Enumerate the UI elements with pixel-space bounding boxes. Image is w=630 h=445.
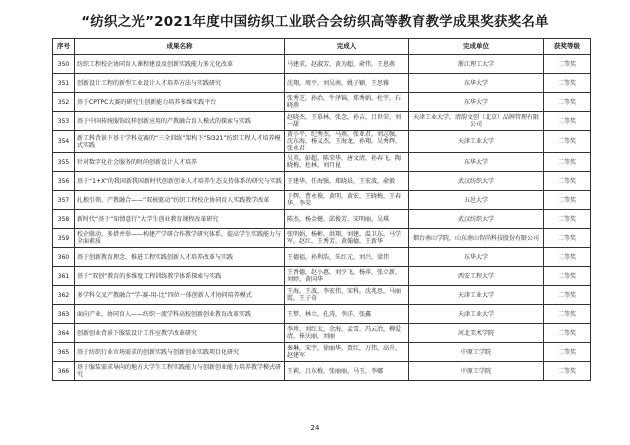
cell-people: 沈翔，周平，刘吴南，姚子颖，王思雅 [285,74,409,93]
header-unit: 完成单位 [409,39,544,55]
cell-unit: 烟台南山学院，山东南山智尚科技股份有限公司 [409,229,544,248]
header-award: 获奖等级 [544,39,591,55]
cell-award: 二等奖 [544,172,591,191]
table-row [53,131,591,153]
cell-people: 王海，王波，李宏伟，宋科，沈兆思，马丽霞，王子奇 [285,286,409,305]
cell-no: 350 [53,55,75,74]
table-row [53,55,591,74]
header-name: 成果名称 [75,39,285,55]
cell-award: 二等奖 [544,248,591,267]
page-number: 24 [310,424,320,432]
cell-name: 基于创新教育理念，推进工程实践创新人才培养改革与实践 [75,248,285,267]
cell-unit: 天津工业大学 [409,305,544,324]
cell-name: 针对数字化社会服务的时尚创新设计人才培养 [75,153,285,172]
cell-no: 362 [53,286,75,305]
cell-name: 创新设计工程的新型工业设计人才培养方法与实践研究 [75,74,285,93]
cell-award: 二等奖 [544,305,591,324]
table-row [53,286,591,305]
cell-unit: 浙江理工大学 [409,55,544,74]
table-row [53,93,591,112]
cell-unit: 武汉纺织大学 [409,210,544,229]
cell-people: 王莉，吕东梅，张丽丽，马玉，李娜 [285,362,409,381]
cell-unit: 中原工学院 [409,362,544,381]
cell-people: 黄小平，纪秀杰，马燕，张亚君，刘志强，沈东海，杨义杰，王海龙，孙翔，吴秀辉，张永君 [285,131,409,153]
awards-table-container [52,38,590,381]
cell-award: 二等奖 [544,343,591,362]
cell-no: 361 [53,267,75,286]
cell-no: 355 [53,153,75,172]
cell-unit: 五邑大学 [409,191,544,210]
cell-name: 基于CPTPC大赛的研究生创新能力培养多维实践平台 [75,93,285,112]
cell-name: 创新创业背景下服装设计工作室教学改革研究 [75,324,285,343]
cell-name: 新时代“基于“知情意行”大学生创业教育课程改革研究 [75,210,285,229]
table-row [53,210,591,229]
cell-award: 二等奖 [544,55,591,74]
table-row [53,343,591,362]
table-row [53,324,591,343]
cell-unit: 东华大学 [409,248,544,267]
cell-no: 364 [53,324,75,343]
cell-name: 基于“双创”教育的多维度工程训练教学体系探索与实践 [75,267,285,286]
cell-unit: 西安工程大学 [409,267,544,286]
cell-award: 二等奖 [544,210,591,229]
cell-no: 363 [53,305,75,324]
cell-no: 357 [53,191,75,210]
table-row [53,305,591,324]
table-body [53,55,591,381]
cell-people: 张明娟，杨彬，洪翔，刘建，温卫东，马学军，赵红，王秀芳，黄翰德，王新华 [285,229,409,248]
cell-people: 陈杰，杨金健，邱俊芳，宋明丽，吴琪 [285,210,409,229]
cell-award: 二等奖 [544,229,591,248]
cell-unit: 东华大学 [409,93,544,112]
table-row [53,74,591,93]
cell-name: 校企联动、多措并举——构建产学研合作教学研究体系，提高学生实践能力与全面素质 [75,229,285,248]
cell-name: 新工科背景下基于学科竞赛的“三全训练”架构下“5I321”纺织工程人才培养模式实践 [75,131,285,153]
table-row [53,112,591,131]
cell-name: 基于中国传统服饰纹样创新应用的产教融合育人模式的探索与实践 [75,112,285,131]
table-row [53,229,591,248]
cell-award: 二等奖 [544,93,591,112]
cell-people: 李珍，刘红太，余海，孟雪，冯云冶，柳爱清，崔庆丽，刘丽 [285,324,409,343]
cell-unit: 天津工业大学，清韵文创（北京）品牌管理有限公司 [409,112,544,131]
table-row [53,153,591,172]
cell-no: 366 [53,362,75,381]
cell-award: 二等奖 [544,324,591,343]
cell-unit: 中原工学院 [409,343,544,362]
cell-no: 354 [53,131,75,153]
table-row [53,191,591,210]
cell-name: 基于服装需求导向的地方大学生工程实践能力与创新创业能力培养教学模式研究 [75,362,285,381]
cell-name: 面向产业、协同育人——纺织一流学科高校创新创业教育改革实践 [75,305,285,324]
cell-unit: 东华大学 [409,153,544,172]
cell-no: 359 [53,229,75,248]
cell-award: 二等奖 [544,286,591,305]
document-title: “纺织之光”2021年度中国纺织工业联合会纺织高等教育教学成果奖获奖名单 [81,14,549,30]
header-no: 序号 [53,39,75,55]
cell-name: 基于纺织行业市场需求的创新实践与创新创业实践项目化研究 [75,343,285,362]
cell-people: 张秀芝，孙治，牛泽锦，郑秀娟，杜宇，石晓燕 [285,93,409,112]
cell-people: 于辉，曹永俊，黄明，黄宏，王晓梅，王春华，李荣 [285,191,409,210]
cell-people: 王梦，林立，孔涛，李洋，张鑫 [285,305,409,324]
table-row [53,267,591,286]
header-people: 完成人 [285,39,409,55]
cell-no: 365 [53,343,75,362]
cell-name: 扎根引领、产教融合——“双核驱动”纺织工程校企协同育人实践教学改革 [75,191,285,210]
table-row [53,248,591,267]
cell-people: 马建求，赵淑芳，黄为超，俞伟，王恩燕 [285,55,409,74]
cell-award: 二等奖 [544,191,591,210]
cell-people: 秦琳，宋宇，徐丽华，贾红，万伟，高升，赵建军 [285,343,409,362]
cell-no: 352 [53,93,75,112]
cell-award: 二等奖 [544,267,591,286]
cell-award: 二等奖 [544,112,591,131]
cell-unit: 天津工业大学 [409,286,544,305]
cell-no: 360 [53,248,75,267]
cell-award: 二等奖 [544,153,591,172]
cell-name: 纺织工程校企协同育人课程建设及创新实践能力多元化改革 [75,55,285,74]
cell-name: 多学科交叉产教融合“学-赛-用-比”四位一体创新人才协同培养模式 [75,286,285,305]
cell-unit: 天津工业大学 [409,131,544,153]
cell-people: 王德福，孙利浩，朱红元，刘兴，梁伟 [285,248,409,267]
table-header-row [53,39,591,55]
table-row [53,362,591,381]
table-row [53,172,591,191]
cell-award: 二等奖 [544,131,591,153]
cell-no: 353 [53,112,75,131]
cell-award: 二等奖 [544,74,591,93]
cell-award: 二等奖 [544,362,591,381]
cell-unit: 东华大学 [409,74,544,93]
cell-people: 赵晓杰，王慕林，张念，孙吉，吕世荣，刘一甜 [285,112,409,131]
cell-people: 王香德，赵小惠，刘少飞，杨萍，张立新，刘婷，黄国华 [285,267,409,286]
cell-unit: 河北美术学院 [409,324,544,343]
cell-no: 356 [53,172,75,191]
cell-people: 王建华，任海强，郑晓晨，王宏波，俞毅 [285,172,409,191]
cell-name: 基于“1+X”的我国新我国新时代创新创业人才培养生态支持体系的研究与实践 [75,172,285,191]
cell-no: 358 [53,210,75,229]
cell-people: 吴英，彭超，陈荣华，唐文清，孙春飞，陶晓梅，杜林，刘月昆 [285,153,409,172]
cell-unit: 武汉纺织大学 [409,172,544,191]
awards-table [52,38,591,381]
cell-no: 351 [53,74,75,93]
